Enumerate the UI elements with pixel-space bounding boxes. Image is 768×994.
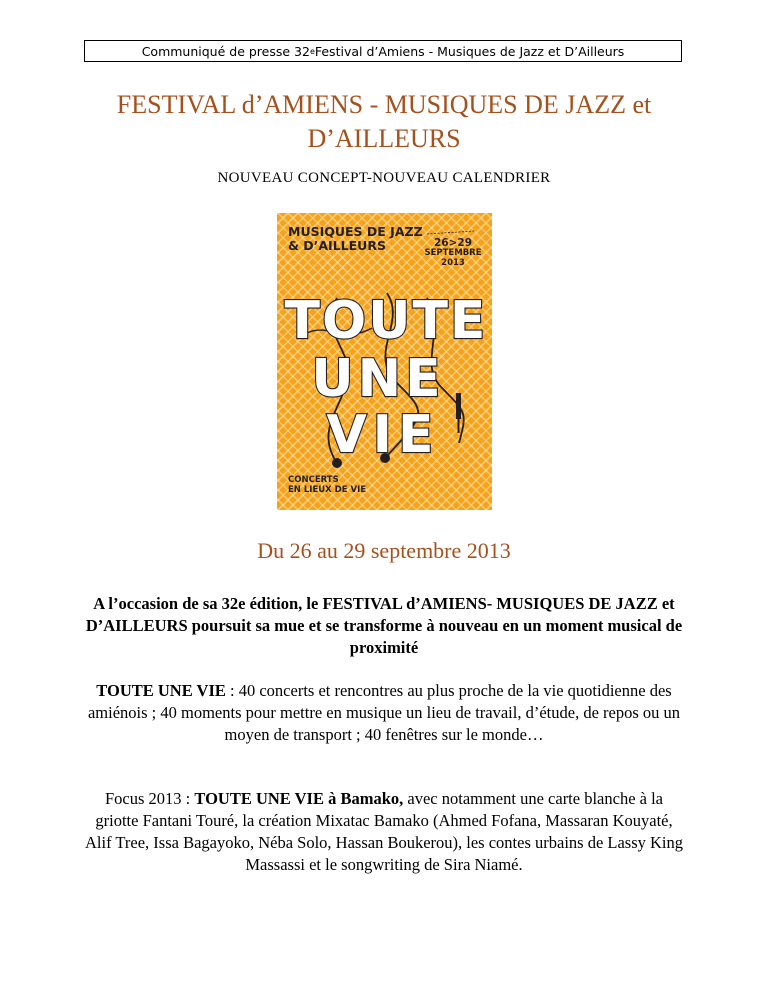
document-header [84, 40, 682, 62]
toute-une-vie-label: TOUTE UNE VIE [96, 681, 226, 700]
title-line-2: D’AILLEURS [307, 124, 461, 153]
header-text-end: Festival d’Amiens - Musiques de Jazz et D’Ailleurs [314, 43, 625, 59]
header-text-start: Communiqué de presse 32 [141, 43, 310, 59]
poster-footer-line-2: EN LIEUX DE VIE [288, 485, 367, 495]
focus-label: TOUTE UNE VIE à Bamako, [194, 789, 404, 808]
intro-paragraph: A l’occasion de sa 32e édition, le FESTIVAL d’AMIENS- MUSIQUES DE JAZZ et D’AILLEURS poursuit sa mue et se transforme à nouveau en un moment musical de proximité [85, 594, 683, 657]
poster-word-vie: VIE [326, 405, 440, 465]
focus-prefix: Focus 2013 : [104, 789, 195, 808]
page-title [84, 88, 684, 156]
focus-paragraph [84, 788, 684, 876]
poster-dates-year: 2013 [441, 258, 465, 268]
poster-dates-month: SEPTEMBRE [424, 248, 482, 258]
poster-heading-line-1: MUSIQUES DE JAZZ [288, 224, 423, 239]
festival-poster [277, 213, 492, 510]
focus-text: avec notamment une carte blanche à la griotte Fantani Touré, la création Mixatac Bamako (Ahmed Fofana, Massaran Kouyaté, Alif Tree, Issa Bagayoko, Néba Solo, Hassan Boukerou), les contes urbains de Lassy King Massassi et le songwriting de Sira Niamé. [84, 789, 684, 874]
poster-heading-line-2: & D’AILLEURS [288, 238, 386, 253]
poster-footer-line-1: CONCERTS [288, 475, 339, 485]
header-superscript: e [309, 46, 315, 56]
poster-footer [288, 475, 366, 495]
subtitle: NOUVEAU CONCEPT-NOUVEAU CALENDRIER [217, 170, 551, 186]
poster-dates [423, 238, 483, 268]
poster-dates-range: 26>29 [433, 237, 473, 249]
title-line-1: FESTIVAL d’AMIENS - MUSIQUES DE JAZZ et [116, 90, 652, 119]
poster-word-toute: TOUTE [284, 291, 488, 351]
toute-une-vie-text: : 40 concerts et rencontres au plus proche de la vie quotidienne des amiénois ; 40 moments pour mettre en musique un lieu de travail, d’étude, de repos ou un moyen de transport ; 40 fenêtres sur le monde… [87, 681, 681, 744]
poster-heading [288, 225, 428, 253]
poster-word-une: UNE [311, 349, 445, 409]
toute-une-vie-paragraph [84, 680, 684, 746]
date-heading: Du 26 au 29 septembre 2013 [257, 538, 511, 563]
